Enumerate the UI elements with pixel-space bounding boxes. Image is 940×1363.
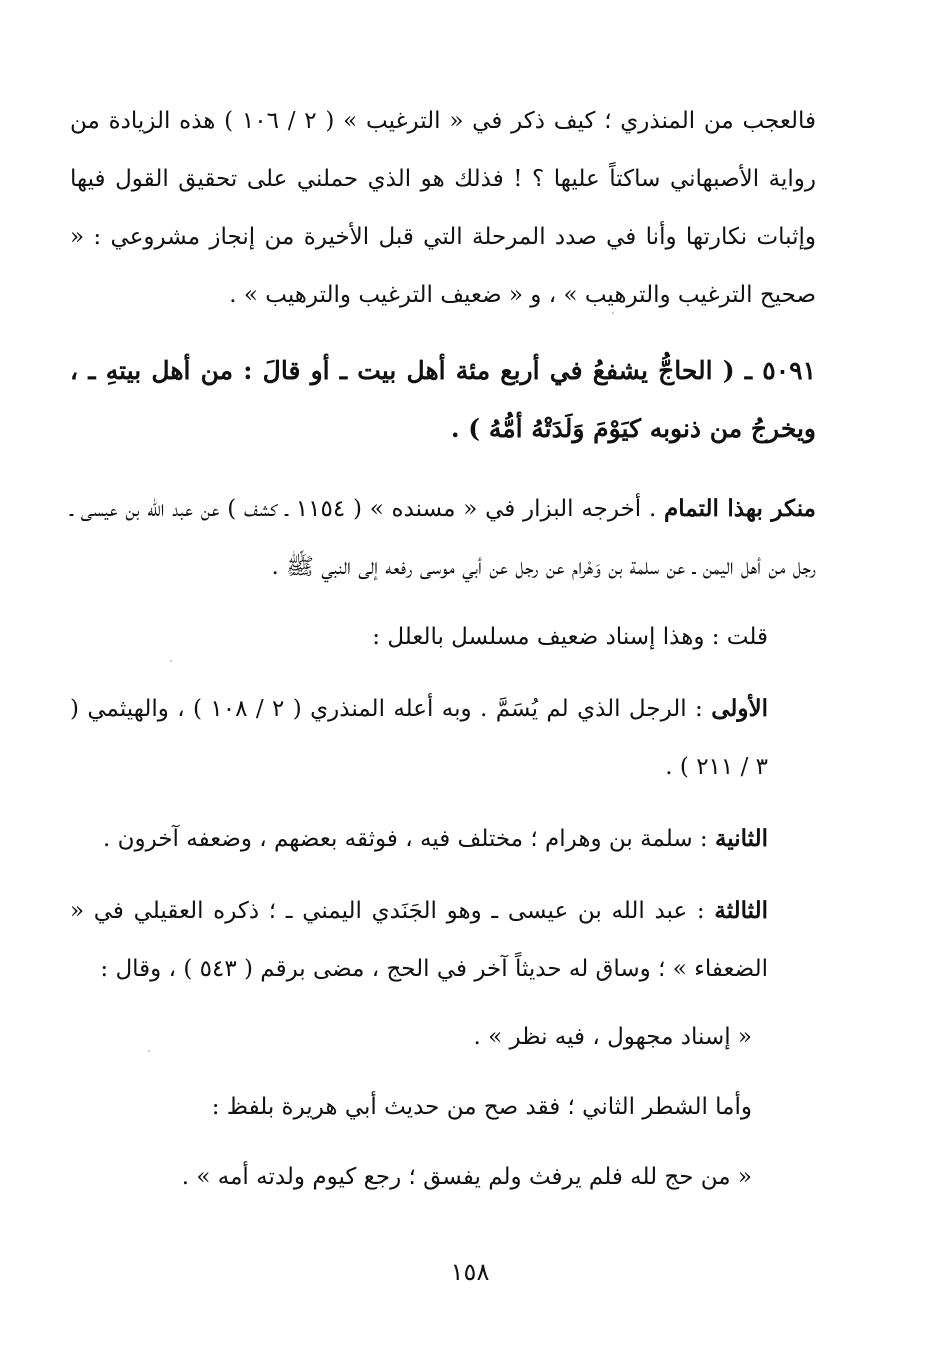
scan-speck — [148, 1050, 150, 1052]
quote-uqayli: « إسناد مجهول ، فيه نظر » . — [473, 1024, 752, 1050]
takhrij-text: . أخرجه البزار في « مسنده » ( ١١٥٤ ـ كشف ) عن عبد الله بن عيسى ـ رجل من أهل اليمن ـ عن سلمة بن وَهْرام عن رجل عن أبي موسى رفعه إلى النبي ﷺ . — [70, 496, 816, 580]
third-defect-text: : عبد الله بن عيسى ـ وهو الجَنَدي اليمني ـ ؛ ذكره العقيلي في « الضعفاء » ؛ وساق له حديثاً آخر في الحج ، مضى برقم ( ٥٤٣ ) ، وقال : — [70, 898, 768, 982]
paragraph-second-defect — [70, 810, 816, 868]
paragraph-second-part: وأما الشطر الثاني ؛ فقد صح من حديث أبي هريرة بلفظ : — [211, 1094, 752, 1120]
page-body — [70, 92, 816, 1218]
hadith-5091: ٥٠٩١ ـ ( الحاجُّ يشفعُ في أربع مئة أهل بيت ـ أو قالَ : من أهل بيتهِ ـ ، ويخرجُ من ذنوبه كيَوْمَ وَلَدَتْهُ أمُّهُ ) . — [70, 356, 816, 443]
paragraph-munthiri-comment: فالعجب من المنذري ؛ كيف ذكر في « الترغيب » ( ٢ / ١٠٦ ) هذه الزيادة من رواية الأصبهاني ساكتاً عليها ؟ ! فذلك هو الذي حملني على تحقيق القول فيها وإثبات نكارتها وأنا في صدد المرحلة التي قبل الأخيرة من إنجاز مشروعي : « صحيح الترغيب والترهيب » ، و « ضعيف الترغيب والترهيب » . — [70, 108, 817, 308]
paragraph-isnad-weak: قلت : وهذا إسناد ضعيف مسلسل بالعلل : — [372, 624, 768, 650]
page-number: ١٥٨ — [450, 1258, 490, 1286]
paragraph-first-defect — [70, 680, 816, 796]
third-defect-lead: الثالثة — [714, 897, 768, 924]
paragraph-takhrij — [70, 480, 816, 596]
scan-speck — [612, 312, 614, 314]
quote-abu-hurayra: « من حج لله فلم يرفث ولم يفسق ؛ رجع كيوم ولدته أمه » . — [181, 1164, 752, 1190]
verdict-text: منكر بهذا التمام — [664, 495, 816, 522]
scan-speck — [170, 660, 172, 662]
paragraph-third-defect — [70, 882, 816, 998]
first-defect-lead: الأولى — [711, 695, 768, 722]
first-defect-text: : الرجل الذي لم يُسَمَّ . وبه أعله المنذري ( ٢ / ١٠٨ ) ، والهيثمي ( ٣ / ٢١١ ) . — [70, 696, 768, 780]
second-defect-text: : سلمة بن وهرام ؛ مختلف فيه ، فوثقه بعضهم ، وضعفه آخرون . — [103, 826, 715, 852]
second-defect-lead: الثانية — [714, 825, 768, 852]
